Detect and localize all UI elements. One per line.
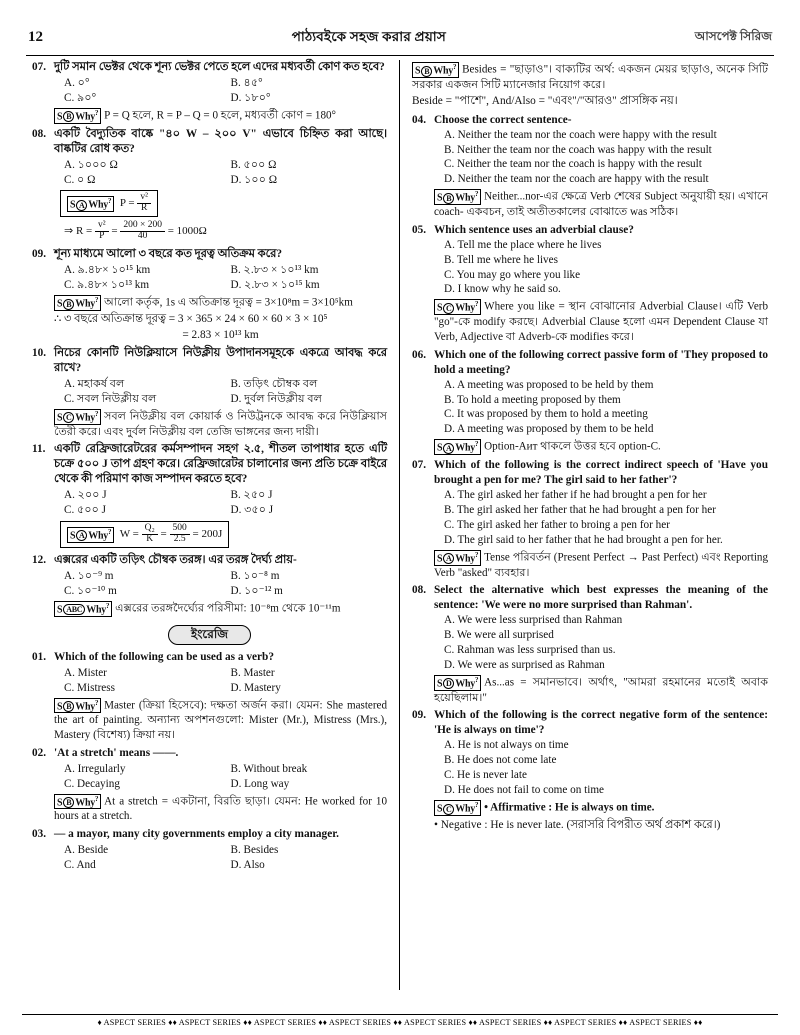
continued-explanation-line-2: Beside = "পাশে", And/Also = "এবং"/"আরও" প্রাসঙ্গিক নয়। [412,94,678,107]
option-c[interactable]: C. ৯.৪৮× ১০¹³ km [64,279,150,292]
option-d[interactable]: D. ১৮০° [230,91,271,104]
option-d[interactable]: D. Also [230,859,265,872]
question-block [32,746,387,824]
explanation-bullet-2: • Negative : He is never late. (সরাসরি বিপরীত অর্থ প্রকাশ করে।) [434,818,721,831]
calculation-line [64,221,387,242]
explanation-line-2: ∴ ৩ বছরে অতিক্রান্ত দূরত্ব = 3 × 365 × 24 × 60 × 60 × 3 × 10⁵ [54,312,328,325]
so-why-badge: S B Why? [412,62,459,78]
question-block [412,223,768,345]
question-number: 06. [412,348,426,361]
option-b[interactable]: B. To hold a meeting proposed by them [444,393,621,406]
so-why-badge: S A Why? [434,439,481,455]
option-b[interactable]: B. Master [230,666,275,679]
explanation-text: Besides = "ছাড়াও"। বাক্যটির অর্থ: একজন মেয়র ছাড়াও, অনেক সিটি সরকার একজন সিটি ম্যানেজার নিয়োগ করে। [412,63,768,91]
header-divider [26,55,774,56]
answer-letter: B [63,299,74,310]
continued-explanation [412,62,768,93]
option-d[interactable]: D. ৩৫০ J [230,504,274,517]
answer-letter: B [63,111,74,122]
question-block [32,60,387,124]
question-block [32,346,387,439]
question-number: 08. [32,127,46,140]
answer-letter: A [76,200,87,211]
question-text: Choose the correct sentence- [434,113,572,126]
page-header [22,26,778,53]
question-block [412,348,768,455]
option-d[interactable]: D. The girl said to her father that he had brought a pen for her. [444,533,723,546]
explanation [54,108,387,124]
question-number: 11. [32,443,46,456]
question-number: 01. [32,650,46,663]
option-list [54,843,387,873]
option-list [54,158,387,188]
answer-letter: B [63,701,74,712]
formula-label: W = [119,528,139,541]
explanation-bullet-1: • Affirmative : He is always on time. [484,801,655,814]
explanation [54,794,387,825]
answer-letter: C [443,804,454,815]
so-why-badge: S A Why? [67,196,114,212]
answer-letter: ABC [63,604,85,615]
question-block [412,583,768,705]
formula-label: P = [119,197,135,210]
option-c[interactable]: C. Decaying [64,777,120,790]
option-c[interactable]: C. ৯০° [64,91,97,104]
answer-letter: A [443,443,454,454]
option-c[interactable]: C. He is never late [444,769,527,782]
option-a[interactable]: A. ৯.৪৮× ১০¹⁵ km [64,264,151,277]
option-d[interactable]: D. ১০⁻¹² m [230,585,283,598]
question-number: 07. [32,61,46,73]
option-b[interactable]: B. The girl asked her father that he had brought a pen for her [444,504,716,516]
option-b[interactable]: B. Tell me where he lives [444,253,558,266]
option-list [434,488,768,548]
explanation-text: Neither...nor-এর ক্ষেত্রে Verb শেষের Subject অনুযায়ী হয়। এখানে coach- একবচন, তাই অতীতকালের বোঝাতে was সঠিক। [434,190,768,218]
question-text: Which of the following can be used as a verb? [54,650,274,663]
option-d[interactable]: D. I know why he said so. [444,283,561,296]
formula-row [54,518,387,550]
so-why-badge: S B Why? [54,295,101,311]
question-text: নিচের কোনটি নিউক্লিয়াসে নিউক্লীয় উপাদানসমূহকে একত্রে আবদ্ধ করে রাখে? [54,346,387,374]
option-a[interactable]: A. We were less surprised than Rahman [444,614,623,627]
option-a[interactable]: A. ১০০০ Ω [64,158,118,171]
explanation [434,299,768,344]
page-footer: ♦ ASPECT SERIES ♦♦ ASPECT SERIES ♦♦ ASPECT SERIES ♦♦ ASPECT SERIES ♦♦ ASPECT SERIES ♦♦ ASPECT SERIES ♦♦ ASPECT SERIES ♦♦ ASPECT SERIES ♦♦ [22,1014,778,1027]
fraction [95,221,109,242]
option-b[interactable]: B. ৪৫° [230,77,263,90]
explanation-text: আলো কর্তৃক, 1s এ অতিক্রান্ত দূরত্ব = 3×10⁸m = 3×10⁵km [104,296,353,309]
option-b[interactable]: B. He does not come late [444,754,557,767]
option-d[interactable]: D. We were as surprised as Rahman [444,658,605,671]
formula-box [60,521,229,548]
formula-box [60,190,158,217]
explanation [54,601,387,617]
explanation-text: সবল নিউক্লীয় বল কোয়ার্ক ও নিউট্রনকে আবদ্ধ করে নিউক্লিয়াস তৈরী করে। এবং দুর্বল নিউক্লীয় বল তেজি ভাঙ্গনের জন্য দায়ী। [54,410,387,438]
so-why-badge: S B Why? [54,794,101,810]
option-a[interactable]: A. Mister [64,666,107,679]
question-text: দুটি সমান ভেক্টর থেকে শূন্য ভেক্টর পেতে হলে এদের মধ্যবর্তী কোণ কত হবে? [54,61,385,73]
option-c[interactable]: C. Mistress [64,681,115,694]
option-a[interactable]: A. মহাকর্ষ বল [64,378,125,390]
fraction [170,524,190,545]
explanation-text: Master (ক্রিয়া হিসেবে): দক্ষতা অর্জন করা। যেমন: She mastered the art of painting. অন্যান্য অপশনগুলো: Mister (Mr.), Mistress (Mrs.), Mastery (বিশেষ্য) ক্রিয়া নয়। [54,698,387,742]
option-list [54,666,387,696]
option-list [54,762,387,792]
so-why-badge: S D Why? [434,675,481,691]
question-text: একটি রেফ্রিজারেটরের কর্মসম্পাদন সহগ ২.৫, শীতল তাপাধার হতে এটি চক্রে ৫০০ J তাপ গ্রহণ করে। রেফ্রিজারেটর চালানোর জন্য প্রতি চক্রে বাইরে থেকে কী পরিমাণ কাজ সম্পাদন করতে হবে? [54,443,387,486]
explanation-text: Option-Aит থাকলে উত্তর হবে option-C. [484,440,661,453]
option-b[interactable]: B. ১০⁻⁸ m [230,570,280,583]
option-a[interactable]: A. Beside [64,844,109,857]
explanation-text: P = Q হলে, R = P – Q = 0 হলে, মধ্যবর্তী কোণ = 180° [104,109,336,122]
answer-letter: A [443,553,454,564]
answer-letter: C [63,412,74,423]
question-number: 12. [32,554,46,567]
question-text: — a mayor, many city governments employ a city manager. [54,828,340,841]
option-a[interactable]: A. He is not always on time [444,739,569,752]
question-number: 09. [412,709,426,722]
option-a[interactable]: A. ১০⁻⁹ m [64,570,114,583]
question-number: 02. [32,746,46,759]
option-c[interactable]: C. Neither the team nor the coach is happy with the result [444,158,702,171]
explanation [54,698,387,743]
option-c[interactable]: C. The girl asked her father to broing a pen for her [444,518,670,531]
option-a[interactable]: A. The girl asked her father if he had brought a pen for her [444,489,707,502]
fraction-numerator: v² [95,221,109,232]
fraction-denominator: 2.5 [173,534,186,545]
calc-equals: = [111,225,118,238]
formula-row [54,187,387,219]
fraction-numerator: 500 [170,524,190,535]
answer-letter: C [443,303,454,314]
option-c[interactable]: C. ১০⁻¹⁰ m [64,585,117,598]
option-d[interactable]: D. ১০০ Ω [230,173,278,186]
fraction-numerator: v² [137,193,151,204]
option-list [54,488,387,518]
so-why-badge: S C Why? [434,800,481,816]
option-list [434,378,768,438]
option-d[interactable]: D. ২.৮৩ × ১০¹⁵ km [230,279,320,292]
right-column [400,60,778,990]
explanation [434,675,768,706]
question-block [32,127,387,245]
explanation-text: Tense পরিবর্তন (Present Perfect → Past Perfect) এবং Reporting Verb "asked" ব্যবহার। [434,551,768,579]
question-number: 09. [32,248,46,261]
so-why-badge: S C Why? [54,409,101,425]
question-block [32,553,387,617]
explanation-text: এক্সরের তরঙ্গদৈর্ঘ্যের পরিসীমা: 10⁻⁸m থেকে 10⁻¹¹m [115,602,341,615]
answer-letter: A [76,530,87,541]
option-b[interactable]: B. তড়িৎ চৌম্বক বল [230,378,318,390]
question-number: 05. [412,223,426,236]
option-a[interactable]: A. ০° [64,77,90,90]
so-why-badge: S B Why? [434,189,481,205]
question-text: Which sentence uses an adverbial clause? [434,223,634,236]
option-a[interactable]: A. Neither the team nor the coach were happy with the result [444,128,717,141]
option-c[interactable]: C. And [64,859,96,872]
question-number: 04. [412,113,426,126]
fraction-numerator: Q₂ [142,524,158,535]
option-list [434,238,768,298]
question-number: 07. [412,459,426,472]
explanation [434,550,768,581]
question-block [32,442,387,550]
explanation [434,189,768,220]
fraction-denominator: K [146,534,154,545]
fraction-denominator: 40 [137,231,148,242]
option-list [54,263,387,293]
option-b[interactable]: B. We were all surprised [444,629,554,642]
option-a[interactable]: A. A meeting was proposed to be held by them [444,378,654,391]
so-why-badge: S B Why? [54,698,101,714]
option-d[interactable]: D. Long way [230,777,290,790]
question-text: শূন্য মাধ্যমে আলো ৩ বছরে কত দূরত্ব অতিক্রম করে? [54,248,282,261]
question-number: 10. [32,346,46,359]
question-number: 03. [32,828,46,841]
option-b[interactable]: B. Without break [230,762,308,775]
so-why-badge: S C Why? [434,299,481,315]
question-text: Which one of the following correct passive form of 'They proposed to hold a meeting? [434,348,768,376]
question-text: 'At a stretch' means ——. [54,746,179,759]
fraction [120,221,165,242]
question-text: এক্সরের একটি তড়িৎ চৌম্বক তরঙ্গ। এর তরঙ্গ দৈর্ঘ্য প্রায়- [54,554,297,567]
explanation [54,409,387,440]
option-d[interactable]: D. He does not fail to come on time [444,784,605,797]
answer-letter: D [443,678,454,689]
page-number: 12 [28,29,43,45]
section-banner-label: ইংরেজি [168,625,251,645]
option-list [54,76,387,106]
question-block [32,827,387,873]
answer-letter: B [443,193,454,204]
option-b[interactable]: B. ২৫০ J [230,489,273,502]
option-a[interactable]: A. ২০০ J [64,489,107,502]
option-d[interactable]: D. Mastery [230,681,281,694]
option-c[interactable]: C. ০ Ω [64,173,96,186]
option-list [434,613,768,673]
question-block [32,650,387,743]
option-a[interactable]: A. Tell me the place where he lives [444,238,602,251]
option-d[interactable]: D. Neither the team nor the coach are happy with the result [444,173,709,186]
calc-result: = 1000Ω [167,225,207,238]
option-list [434,128,768,188]
left-column [22,60,400,990]
option-c[interactable]: C. It was proposed by them to hold a meeting [444,408,648,421]
formula-result: = 200J [192,528,223,541]
header-center-title: পাঠ্যবইকে সহজ করার প্রয়াস [291,29,447,44]
fraction [142,524,158,545]
option-b[interactable]: B. Besides [230,844,279,857]
so-why-badge: S A Why? [67,527,114,543]
option-list [434,738,768,798]
option-c[interactable]: C. You may go where you like [444,268,581,281]
explanation-line-3: = 2.83 × 10¹³ km [182,328,259,341]
answer-letter: B [421,66,432,77]
question-text: Which of the following is the correct negative form of the sentence: 'He is always on time'? [434,709,768,737]
fraction-numerator: 200 × 200 [120,221,165,232]
option-list [54,569,387,599]
fraction-denominator: R [140,203,148,214]
option-a[interactable]: A. Irregularly [64,762,126,775]
question-block [412,113,768,220]
option-d[interactable]: D. দুর্বল নিউক্লীয় বল [230,392,322,405]
explanation [54,295,387,311]
formula-equals: = [160,528,167,541]
answer-letter: B [63,797,74,808]
option-c[interactable]: C. Rahman was less surprised than us. [444,644,616,657]
explanation-text: Where you like = স্থান বোঝানোর Adverbial Clause। এটি Verb "go"-কে modify করছে। Adverbial Clause হলো এমন Dependent Clause যা Verb, Adjective বা Adverb-কে modifies করে। [434,300,768,343]
question-text: Which of the following is the correct indirect speech of 'Have you brought a pen for me? The girl said to her father'? [434,459,768,487]
fraction [137,193,151,214]
question-block [412,458,768,580]
option-d[interactable]: D. A meeting was proposed by them to be held [444,423,654,436]
explanation-text: As...as = সমানভাবে। অর্থাৎ, "আমরা রহমানের মতোই অবাক হয়েছিলাম।" [434,676,768,704]
explanation [434,439,768,455]
calc-prefix: ⇒ R = [64,225,93,238]
so-why-badge: S B Why? [54,108,101,124]
option-list [54,377,387,407]
question-block [32,247,387,343]
question-text: Select the alternative which best expresses the meaning of the sentence: 'We were no more surprised than Rahman'. [434,584,768,612]
question-block [412,708,768,832]
section-banner [32,625,387,645]
explanation [434,800,768,816]
option-b[interactable]: B. Neither the team nor the coach was happy with the result [444,143,712,156]
question-number: 08. [412,584,426,597]
so-why-badge: S ABC Why? [54,601,112,617]
option-c[interactable]: C. সবল নিউক্লীয় বল [64,392,157,405]
so-why-badge: S A Why? [434,550,481,566]
explanation-text: At a stretch = একটানা, বিরতি ছাড়া। যেমন: He worked for 10 hours at a stretch. [54,795,387,823]
option-b[interactable]: B. ২.৮৩ × ১০¹³ km [230,264,319,277]
fraction-denominator: P [99,231,105,242]
header-right-title: আসপেক্ট সিরিজ [694,28,772,43]
option-c[interactable]: C. ৫০০ J [64,504,107,517]
question-text: একটি বৈদ্যুতিক বাষ্কে "৪০ W – ২০০ V" এভাবে চিহ্নিত করা আছে। বাষ্কটির রোধ কত? [54,127,387,155]
two-column-body [22,60,778,990]
option-b[interactable]: B. ৫০০ Ω [230,158,277,171]
